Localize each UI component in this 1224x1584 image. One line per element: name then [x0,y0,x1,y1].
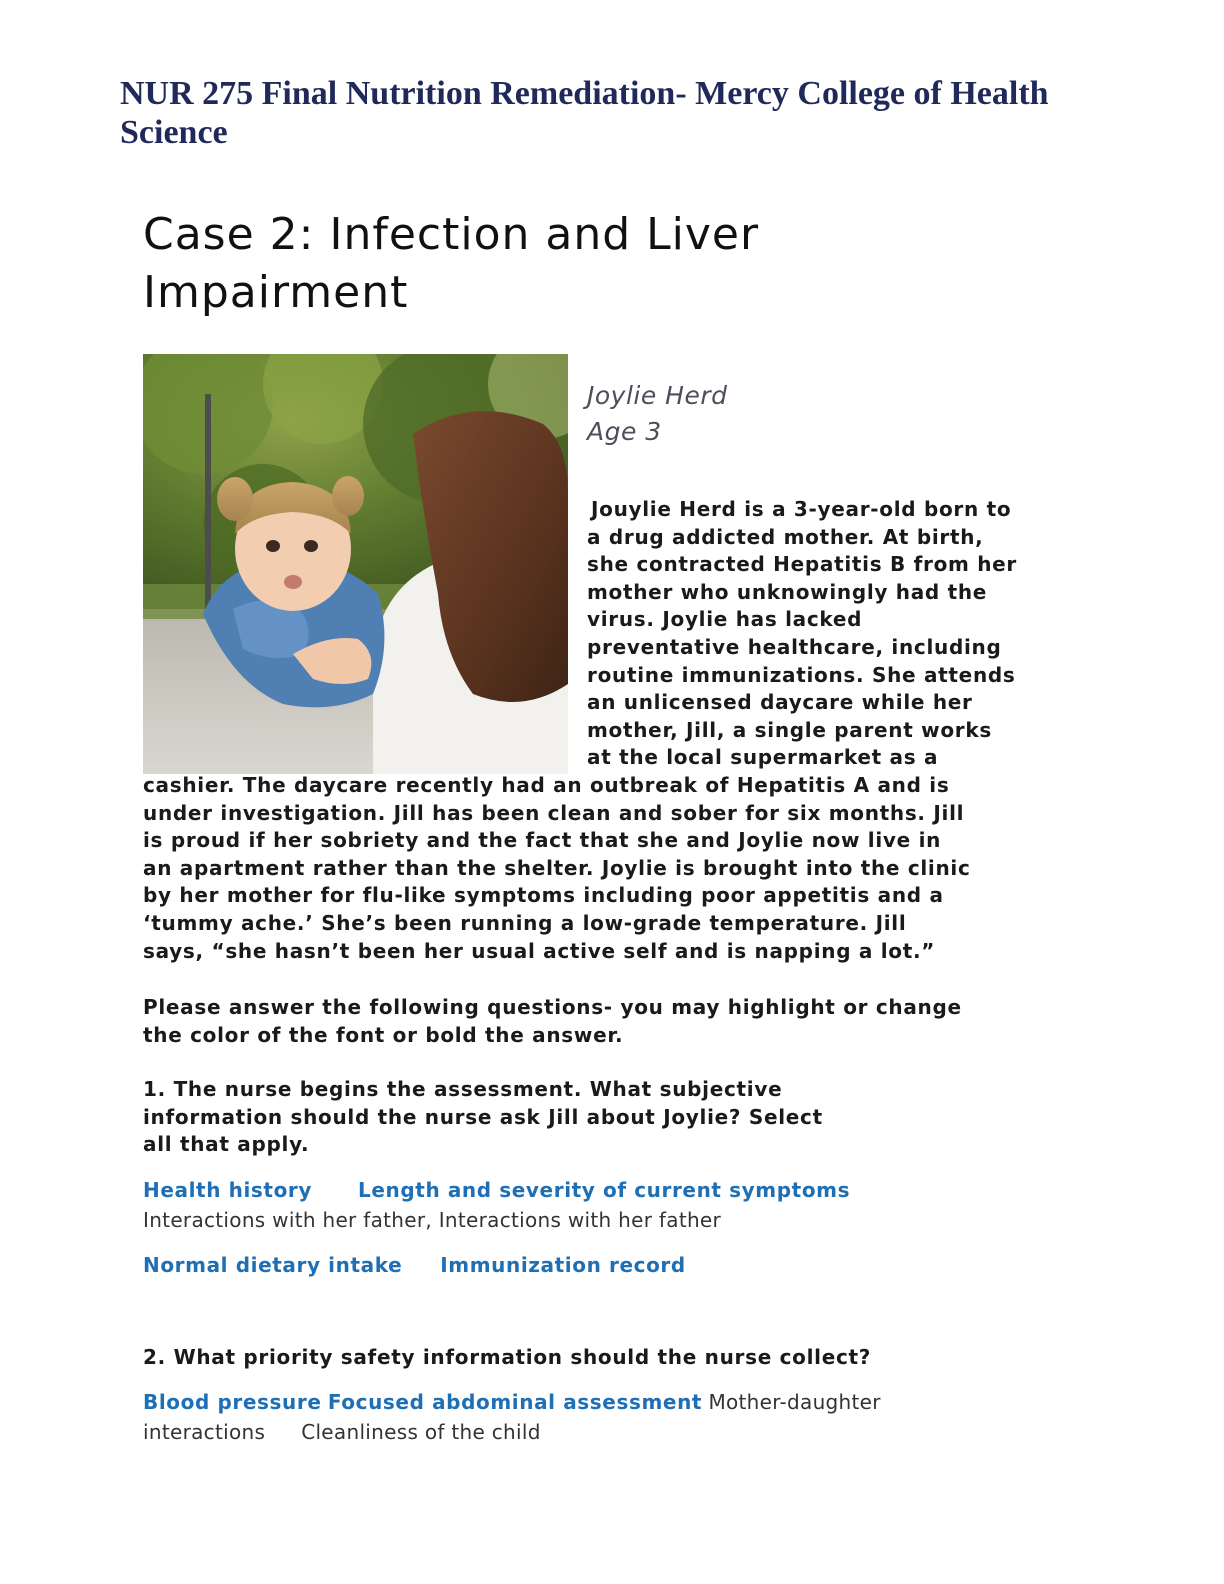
case-title-line-2: Impairment [143,267,409,318]
narrative-line: she contracted Hepatitis B from her [587,552,1017,577]
option-immunization-record[interactable]: Immunization record [440,1253,686,1277]
question-2 [143,1344,871,1372]
narrative-line: mother who unknowingly had the [587,579,988,604]
question-1 [143,1076,823,1159]
narrative-line: at the local supermarket as a [587,745,939,770]
narrative-line: is proud if her sobriety and the fact that she and Joylie now live in [143,828,942,853]
narrative-line: preventative healthcare, including [587,634,1002,659]
narrative-line: under investigation. Jill has been clean and sober for six months. Jill [143,800,965,825]
case-title-line-1: Case 2: Infection and Liver [143,209,760,260]
option-normal-dietary-intake[interactable]: Normal dietary intake [143,1253,403,1277]
option-health-history[interactable]: Health history [143,1178,313,1202]
question-1-line: all that apply. [143,1132,310,1157]
narrative-line: an apartment rather than the shelter. Joylie is brought into the clinic [143,855,971,880]
case-title [143,206,1043,322]
narrative-line: a drug addicted mother. At birth, [587,524,984,549]
narrative-line: routine immunizations. She attends [587,662,1016,687]
narrative-line: says, “she hasn’t been her usual active self and is napping a lot.” [143,938,936,963]
patient-age: Age 3 [587,417,662,446]
instructions [143,994,962,1049]
narrative-line: an unlicensed daycare while her [587,690,973,715]
narrative-line: virus. Joylie has lacked [587,607,863,632]
narrative-line: Jouylie Herd is a 3-year-old born to [591,497,1012,521]
patient-photo [143,354,568,774]
patient-name: Joylie Herd [587,381,728,410]
question-2-options-row-2 [143,1417,541,1447]
option-length-severity[interactable]: Length and severity of current symptoms [358,1178,851,1202]
question-1-line: 1. The nurse begins the assessment. What subjective [143,1077,783,1101]
narrative-line: mother, Jill, a single parent works [587,717,992,742]
question-2-options-row-1 [143,1387,881,1417]
option-blood-pressure[interactable]: Blood pressure [143,1390,322,1414]
option-focused-abdominal-assessment[interactable]: Focused abdominal assessment [327,1390,703,1414]
option-mother-daughter-interactions[interactable]: Mother-daughter [708,1390,881,1414]
case-narrative-beside-photo [587,496,1017,772]
question-1-options-row-3 [143,1250,686,1280]
option-mother-daughter-interactions-cont[interactable]: interactions [143,1420,266,1444]
question-1-line: information should the nurse ask Jill about Joylie? Select [143,1104,823,1129]
question-2-line: 2. What priority safety information should the nurse collect? [143,1345,872,1369]
narrative-line: cashier. The daycare recently had an outbreak of Hepatitis A and is [143,773,950,797]
narrative-line: ‘tummy ache.’ She’s been running a low-grade temperature. Jill [143,910,907,935]
instructions-line: the color of the font or bold the answer. [143,1022,624,1047]
instructions-line: Please answer the following questions- you may highlight or change [143,995,962,1019]
option-interactions-father[interactable]: Interactions with her father, Interactions with her father [143,1208,722,1232]
narrative-line: by her mother for flu-like symptoms including poor appetitis and a [143,883,944,908]
document-header: NUR 275 Final Nutrition Remediation- Mercy College of Health Science [120,75,1049,151]
case-narrative-full-width [143,772,971,965]
patient-info [587,378,728,450]
option-cleanliness-of-child[interactable]: Cleanliness of the child [301,1420,541,1444]
question-1-options-row-2 [143,1205,721,1235]
question-1-options-row-1 [143,1175,850,1205]
